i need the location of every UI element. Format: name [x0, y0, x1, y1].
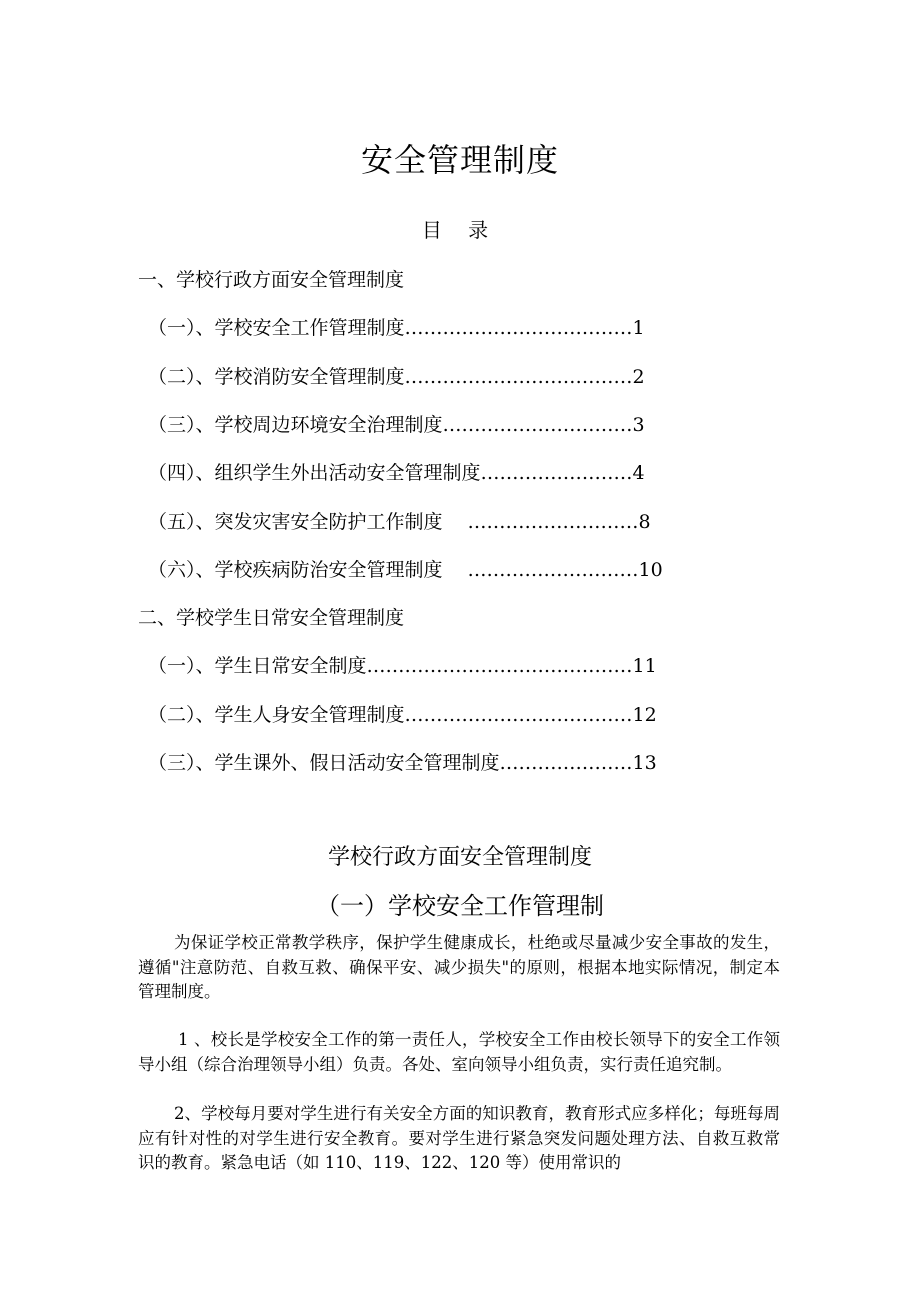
toc-entry: （五）、突发灾害安全防护工作制度 ………………………8 — [148, 511, 651, 533]
toc-entry: （一）、学生日常安全制度……………………………………11 — [148, 655, 657, 677]
paragraph: 2、学校每月要对学生进行有关安全方面的知识教育，教育形式应多样化；每班每周应有针对性的对学生进行安全教育。要对学生进行紧急突发问题处理方法、自救互救常识的教育。紧急电话（如 110、119、122、120 等）使用常识的 — [138, 1104, 780, 1172]
document-title: 安全管理制度 — [360, 141, 559, 179]
toc-entry: （二）、学校消防安全管理制度………………………………2 — [148, 366, 645, 388]
toc-entry: （三）、学生课外、假日活动安全管理制度…………………13 — [148, 752, 657, 774]
toc-entry: （四）、组织学生外出活动安全管理制度……………………4 — [148, 462, 645, 484]
section-title: 学校行政方面安全管理制度 — [327, 845, 592, 870]
toc-heading: 目 录 — [421, 218, 499, 242]
toc-entry: （三）、学校周边环境安全治理制度…………………………3 — [148, 414, 645, 436]
toc-entry: （二）、学生人身安全管理制度………………………………12 — [148, 704, 657, 726]
toc-entry: （一）、学校安全工作管理制度………………………………1 — [148, 317, 645, 339]
paragraph: 1 、校长是学校安全工作的第一责任人，学校安全工作由校长领导下的安全工作领导小组（综合治理领导小组）负责。各处、室向领导小组负责，实行责任追究制。 — [138, 1030, 780, 1074]
toc-entry: 二、学校学生日常安全管理制度 — [138, 607, 405, 629]
paragraph: 为保证学校正常教学秩序，保护学生健康成长，杜绝或尽量减少安全事故的发生，遵循"注意防范、自救互救、确保平安、减少损失"的原则，根据本地实际情况，制定本管理制度。 — [138, 933, 780, 1001]
toc-entry: 一、学校行政方面安全管理制度 — [138, 269, 405, 291]
subsection-title: （一）学校安全工作管理制 — [316, 892, 604, 920]
toc-entry: （六）、学校疾病防治安全管理制度 ………………………10 — [148, 559, 663, 581]
